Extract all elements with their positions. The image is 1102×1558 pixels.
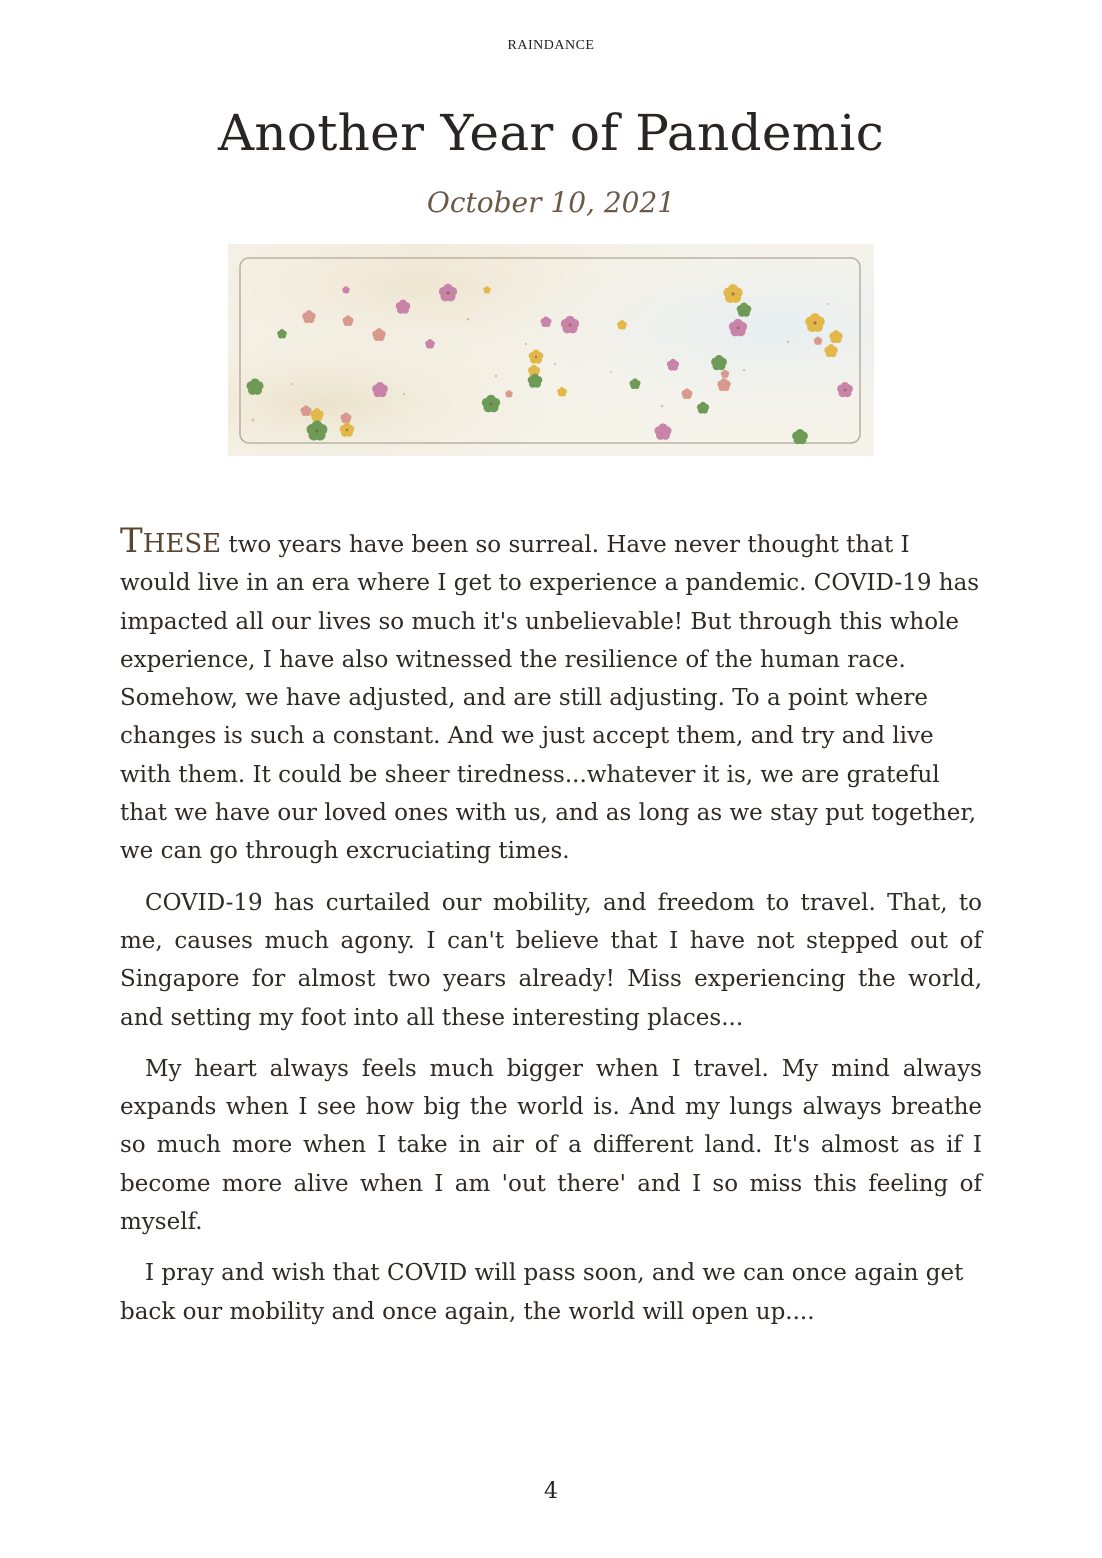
- page-number: 4: [544, 1479, 558, 1504]
- paragraph-4: I pray and wish that COVID will pass soon, and we can once again get back our mobility and once again, the world will open up....: [120, 1260, 964, 1325]
- paragraph-1: [120, 522, 982, 871]
- floral-banner-svg: [228, 244, 874, 456]
- page-title: Another Year of Pandemic: [217, 104, 885, 162]
- running-header: RAINDANCE: [507, 38, 595, 53]
- lead-word-initial: T: [120, 521, 143, 561]
- floral-banner-image: [228, 244, 874, 456]
- lead-word-rest: HESE: [142, 529, 222, 559]
- article-body: [120, 522, 982, 1344]
- post-date: October 10, 2021: [426, 186, 676, 219]
- lead-word: [120, 521, 221, 561]
- paragraph-3: My heart always feels much bigger when I travel. My mind always expands when I see how big the world is. And my lungs always breathe so much more when I take in air of a different land. It's almost as if I become more alive when I am 'out there' and I so miss this feeling of myself.: [120, 1055, 982, 1236]
- paragraph-2: COVID-19 has curtailed our mobility, and freedom to travel. That, to me, causes much agony. I can't believe that I have not stepped out of Singapore for almost two years already! Miss experiencing the world, and setting my foot into all these interesting places...: [120, 889, 982, 1031]
- paragraph-1-text: two years have been so surreal. Have never thought that I would live in an era where I get to experience a pandemic. COVID-19 has impacted all our lives so much it's unbelievable! But through this whole experience, I have also witnessed the resilience of the human race. Somehow, we have adjusted, and are still adjusting. To a point where changes is such a constant. And we just accept them, and try and live with them. It could be sheer tiredness...whatever it is, we are grateful that we have our loved ones with us, and as long as we stay put together, we can go through excruciating times.: [120, 532, 980, 865]
